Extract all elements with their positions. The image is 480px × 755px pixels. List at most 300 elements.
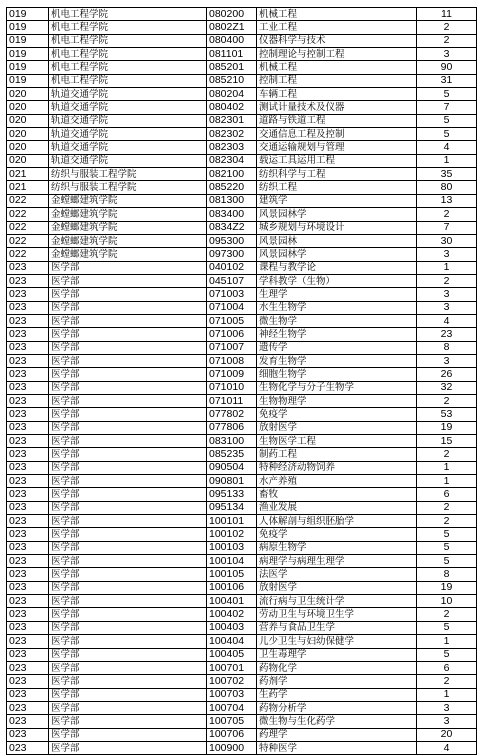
school-name-cell: 医学部	[49, 688, 207, 701]
school-name-cell: 机电工程学院	[49, 61, 207, 74]
major-name-cell: 课程与教学论	[257, 261, 417, 274]
table-row	[7, 728, 477, 741]
school-code-cell: 020	[7, 141, 49, 154]
major-name-cell: 药剂学	[257, 675, 417, 688]
major-code-cell: 080200	[207, 8, 257, 21]
school-name-cell: 机电工程学院	[49, 34, 207, 47]
school-name-cell: 医学部	[49, 701, 207, 714]
enrollment-count-cell: 32	[417, 381, 477, 394]
enrollment-count-cell: 5	[417, 114, 477, 127]
major-code-cell: 100402	[207, 608, 257, 621]
enrollment-count-cell: 35	[417, 168, 477, 181]
major-code-cell: 040102	[207, 261, 257, 274]
school-name-cell: 医学部	[49, 301, 207, 314]
enrollment-count-cell: 2	[417, 608, 477, 621]
school-name-cell: 医学部	[49, 461, 207, 474]
school-code-cell: 023	[7, 621, 49, 634]
enrollment-count-cell: 7	[417, 221, 477, 234]
enrollment-count-cell: 53	[417, 408, 477, 421]
table-row	[7, 101, 477, 114]
major-code-cell: 071010	[207, 381, 257, 394]
enrollment-count-cell: 11	[417, 8, 477, 21]
major-name-cell: 机械工程	[257, 8, 417, 21]
table-row	[7, 48, 477, 61]
major-name-cell: 风景园林学	[257, 248, 417, 261]
major-name-cell: 生物医学工程	[257, 435, 417, 448]
school-name-cell: 医学部	[49, 261, 207, 274]
major-name-cell: 交通运输规划与管理	[257, 141, 417, 154]
major-code-cell: 100405	[207, 648, 257, 661]
school-code-cell: 023	[7, 421, 49, 434]
table-row	[7, 21, 477, 34]
school-code-cell: 022	[7, 221, 49, 234]
table-row	[7, 595, 477, 608]
school-name-cell: 医学部	[49, 475, 207, 488]
table-row	[7, 221, 477, 234]
enrollment-count-cell: 13	[417, 194, 477, 207]
major-code-cell: 100900	[207, 741, 257, 754]
table-row	[7, 675, 477, 688]
enrollment-count-cell: 2	[417, 208, 477, 221]
school-name-cell: 医学部	[49, 488, 207, 501]
school-code-cell: 023	[7, 461, 49, 474]
school-name-cell: 医学部	[49, 421, 207, 434]
school-code-cell: 023	[7, 555, 49, 568]
enrollment-count-cell: 3	[417, 288, 477, 301]
school-name-cell: 金螳螂建筑学院	[49, 234, 207, 247]
enrollment-count-cell: 90	[417, 61, 477, 74]
school-code-cell: 023	[7, 328, 49, 341]
table-row	[7, 34, 477, 47]
enrollment-count-cell: 5	[417, 128, 477, 141]
enrollment-count-cell: 3	[417, 48, 477, 61]
school-name-cell: 医学部	[49, 528, 207, 541]
school-name-cell: 医学部	[49, 581, 207, 594]
major-name-cell: 纺织科学与工程	[257, 168, 417, 181]
major-code-cell: 080204	[207, 88, 257, 101]
school-name-cell: 金螳螂建筑学院	[49, 248, 207, 261]
table-row	[7, 194, 477, 207]
enrollment-count-cell: 20	[417, 728, 477, 741]
table-row	[7, 354, 477, 367]
table-row	[7, 635, 477, 648]
major-name-cell: 学科教学（生物）	[257, 274, 417, 287]
school-code-cell: 023	[7, 448, 49, 461]
school-name-cell: 金螳螂建筑学院	[49, 208, 207, 221]
admissions-table	[6, 7, 477, 755]
school-code-cell: 020	[7, 128, 49, 141]
table-row	[7, 274, 477, 287]
school-name-cell: 医学部	[49, 661, 207, 674]
major-name-cell: 城乡规划与环境设计	[257, 221, 417, 234]
school-code-cell: 022	[7, 194, 49, 207]
major-code-cell: 100702	[207, 675, 257, 688]
major-code-cell: 071005	[207, 314, 257, 327]
table-row	[7, 528, 477, 541]
school-name-cell: 医学部	[49, 394, 207, 407]
table-row	[7, 715, 477, 728]
school-code-cell: 023	[7, 715, 49, 728]
school-code-cell: 023	[7, 301, 49, 314]
major-name-cell: 交通信息工程及控制	[257, 128, 417, 141]
major-code-cell: 082100	[207, 168, 257, 181]
major-name-cell: 测试计量技术及仪器	[257, 101, 417, 114]
major-name-cell: 人体解剖与组织胚胎学	[257, 515, 417, 528]
table-row	[7, 741, 477, 754]
major-name-cell: 药理学	[257, 728, 417, 741]
enrollment-count-cell: 5	[417, 541, 477, 554]
major-code-cell: 100404	[207, 635, 257, 648]
school-name-cell: 机电工程学院	[49, 21, 207, 34]
school-code-cell: 023	[7, 635, 49, 648]
major-name-cell: 道路与铁道工程	[257, 114, 417, 127]
school-code-cell: 023	[7, 515, 49, 528]
school-name-cell: 金螳螂建筑学院	[49, 194, 207, 207]
major-code-cell: 080402	[207, 101, 257, 114]
enrollment-count-cell: 5	[417, 88, 477, 101]
table-row	[7, 661, 477, 674]
table-row	[7, 475, 477, 488]
school-name-cell: 医学部	[49, 288, 207, 301]
school-code-cell: 023	[7, 581, 49, 594]
school-code-cell: 021	[7, 168, 49, 181]
school-code-cell: 023	[7, 488, 49, 501]
enrollment-count-cell: 10	[417, 595, 477, 608]
major-name-cell: 神经生物学	[257, 328, 417, 341]
major-code-cell: 090801	[207, 475, 257, 488]
major-name-cell: 水产养殖	[257, 475, 417, 488]
school-name-cell: 医学部	[49, 368, 207, 381]
school-code-cell: 023	[7, 528, 49, 541]
school-name-cell: 机电工程学院	[49, 8, 207, 21]
major-name-cell: 生药学	[257, 688, 417, 701]
school-name-cell: 纺织与服装工程学院	[49, 168, 207, 181]
school-code-cell: 023	[7, 701, 49, 714]
table-row	[7, 301, 477, 314]
major-code-cell: 071003	[207, 288, 257, 301]
major-code-cell: 082303	[207, 141, 257, 154]
table-row	[7, 581, 477, 594]
school-name-cell: 医学部	[49, 715, 207, 728]
major-code-cell: 071011	[207, 394, 257, 407]
table-row	[7, 701, 477, 714]
table-row	[7, 408, 477, 421]
school-code-cell: 023	[7, 394, 49, 407]
enrollment-count-cell: 1	[417, 461, 477, 474]
enrollment-count-cell: 1	[417, 261, 477, 274]
major-name-cell: 水生生物学	[257, 301, 417, 314]
enrollment-count-cell: 1	[417, 688, 477, 701]
major-code-cell: 100101	[207, 515, 257, 528]
major-name-cell: 控制工程	[257, 74, 417, 87]
school-code-cell: 023	[7, 728, 49, 741]
school-code-cell: 023	[7, 595, 49, 608]
major-code-cell: 0834Z2	[207, 221, 257, 234]
school-name-cell: 医学部	[49, 448, 207, 461]
school-name-cell: 轨道交通学院	[49, 128, 207, 141]
school-name-cell: 轨道交通学院	[49, 154, 207, 167]
table-row	[7, 621, 477, 634]
major-name-cell: 病理学与病理生理学	[257, 555, 417, 568]
school-code-cell: 023	[7, 568, 49, 581]
school-code-cell: 019	[7, 61, 49, 74]
school-name-cell: 医学部	[49, 408, 207, 421]
table-row	[7, 128, 477, 141]
major-name-cell: 机械工程	[257, 61, 417, 74]
major-name-cell: 车辆工程	[257, 88, 417, 101]
table-row	[7, 515, 477, 528]
table-row	[7, 488, 477, 501]
table-row	[7, 435, 477, 448]
table-row	[7, 288, 477, 301]
school-code-cell: 023	[7, 274, 49, 287]
school-code-cell: 019	[7, 8, 49, 21]
enrollment-count-cell: 3	[417, 715, 477, 728]
table-row	[7, 74, 477, 87]
school-name-cell: 医学部	[49, 515, 207, 528]
major-code-cell: 100403	[207, 621, 257, 634]
table-row	[7, 461, 477, 474]
major-code-cell: 081101	[207, 48, 257, 61]
table-row	[7, 501, 477, 514]
school-code-cell: 023	[7, 688, 49, 701]
school-name-cell: 医学部	[49, 314, 207, 327]
school-name-cell: 轨道交通学院	[49, 88, 207, 101]
major-name-cell: 微生物学	[257, 314, 417, 327]
major-name-cell: 流行病与卫生统计学	[257, 595, 417, 608]
major-name-cell: 纺织工程	[257, 181, 417, 194]
enrollment-count-cell: 8	[417, 341, 477, 354]
enrollment-count-cell: 2	[417, 274, 477, 287]
major-name-cell: 生理学	[257, 288, 417, 301]
school-code-cell: 019	[7, 34, 49, 47]
enrollment-count-cell: 2	[417, 34, 477, 47]
enrollment-count-cell: 3	[417, 701, 477, 714]
enrollment-count-cell: 6	[417, 488, 477, 501]
major-code-cell: 100703	[207, 688, 257, 701]
table-row	[7, 88, 477, 101]
major-code-cell: 080400	[207, 34, 257, 47]
table-row	[7, 248, 477, 261]
enrollment-count-cell: 2	[417, 675, 477, 688]
enrollment-count-cell: 4	[417, 141, 477, 154]
major-code-cell: 085235	[207, 448, 257, 461]
major-code-cell: 0802Z1	[207, 21, 257, 34]
enrollment-count-cell: 15	[417, 435, 477, 448]
school-code-cell: 023	[7, 661, 49, 674]
enrollment-count-cell: 2	[417, 448, 477, 461]
school-code-cell: 021	[7, 181, 49, 194]
major-name-cell: 药物化学	[257, 661, 417, 674]
major-code-cell: 082304	[207, 154, 257, 167]
major-code-cell: 085210	[207, 74, 257, 87]
enrollment-count-cell: 1	[417, 475, 477, 488]
school-name-cell: 医学部	[49, 595, 207, 608]
school-name-cell: 纺织与服装工程学院	[49, 181, 207, 194]
school-name-cell: 医学部	[49, 648, 207, 661]
table-body	[7, 8, 477, 755]
school-name-cell: 医学部	[49, 274, 207, 287]
major-name-cell: 放射医学	[257, 421, 417, 434]
school-code-cell: 019	[7, 74, 49, 87]
major-code-cell: 071009	[207, 368, 257, 381]
table-row	[7, 555, 477, 568]
major-name-cell: 药物分析学	[257, 701, 417, 714]
table-row	[7, 541, 477, 554]
school-name-cell: 轨道交通学院	[49, 114, 207, 127]
major-name-cell: 工业工程	[257, 21, 417, 34]
school-name-cell: 轨道交通学院	[49, 101, 207, 114]
major-name-cell: 病原生物学	[257, 541, 417, 554]
school-code-cell: 023	[7, 261, 49, 274]
school-name-cell: 医学部	[49, 555, 207, 568]
school-code-cell: 023	[7, 408, 49, 421]
school-code-cell: 023	[7, 608, 49, 621]
enrollment-count-cell: 4	[417, 314, 477, 327]
school-code-cell: 020	[7, 101, 49, 114]
school-code-cell: 023	[7, 541, 49, 554]
enrollment-count-cell: 8	[417, 568, 477, 581]
table-row	[7, 8, 477, 21]
major-code-cell: 082301	[207, 114, 257, 127]
major-name-cell: 劳动卫生与环境卫生学	[257, 608, 417, 621]
enrollment-count-cell: 3	[417, 354, 477, 367]
major-name-cell: 控制理论与控制工程	[257, 48, 417, 61]
major-code-cell: 095134	[207, 501, 257, 514]
school-code-cell: 023	[7, 741, 49, 754]
school-name-cell: 医学部	[49, 328, 207, 341]
major-code-cell: 100701	[207, 661, 257, 674]
table-row	[7, 208, 477, 221]
enrollment-count-cell: 7	[417, 101, 477, 114]
major-code-cell: 100704	[207, 701, 257, 714]
major-code-cell: 077806	[207, 421, 257, 434]
table-row	[7, 168, 477, 181]
major-name-cell: 营养与食品卫生学	[257, 621, 417, 634]
enrollment-count-cell: 23	[417, 328, 477, 341]
enrollment-count-cell: 31	[417, 74, 477, 87]
school-name-cell: 机电工程学院	[49, 74, 207, 87]
school-name-cell: 医学部	[49, 635, 207, 648]
major-code-cell: 095133	[207, 488, 257, 501]
school-name-cell: 医学部	[49, 621, 207, 634]
major-code-cell: 085220	[207, 181, 257, 194]
major-code-cell: 090504	[207, 461, 257, 474]
table-row	[7, 114, 477, 127]
table-row	[7, 141, 477, 154]
enrollment-count-cell: 80	[417, 181, 477, 194]
school-code-cell: 020	[7, 114, 49, 127]
enrollment-count-cell: 30	[417, 234, 477, 247]
major-code-cell: 095300	[207, 234, 257, 247]
enrollment-count-cell: 1	[417, 154, 477, 167]
table-row	[7, 261, 477, 274]
enrollment-count-cell: 5	[417, 555, 477, 568]
major-name-cell: 载运工具运用工程	[257, 154, 417, 167]
major-name-cell: 免疫学	[257, 408, 417, 421]
table-row	[7, 154, 477, 167]
table-row	[7, 688, 477, 701]
major-name-cell: 发育生物学	[257, 354, 417, 367]
enrollment-count-cell: 2	[417, 515, 477, 528]
table-row	[7, 368, 477, 381]
major-name-cell: 生物化学与分子生物学	[257, 381, 417, 394]
table-row	[7, 381, 477, 394]
enrollment-count-cell: 3	[417, 248, 477, 261]
school-name-cell: 轨道交通学院	[49, 141, 207, 154]
school-code-cell: 023	[7, 648, 49, 661]
major-name-cell: 渔业发展	[257, 501, 417, 514]
major-code-cell: 097300	[207, 248, 257, 261]
enrollment-count-cell: 19	[417, 581, 477, 594]
enrollment-count-cell: 2	[417, 394, 477, 407]
major-code-cell: 100401	[207, 595, 257, 608]
table-row	[7, 421, 477, 434]
enrollment-count-cell: 26	[417, 368, 477, 381]
table-row	[7, 568, 477, 581]
major-name-cell: 遗传学	[257, 341, 417, 354]
school-code-cell: 023	[7, 368, 49, 381]
school-code-cell: 022	[7, 234, 49, 247]
school-code-cell: 023	[7, 381, 49, 394]
major-name-cell: 畜牧	[257, 488, 417, 501]
school-code-cell: 023	[7, 501, 49, 514]
enrollment-count-cell: 6	[417, 661, 477, 674]
major-name-cell: 儿少卫生与妇幼保健学	[257, 635, 417, 648]
table-row	[7, 448, 477, 461]
school-code-cell: 019	[7, 48, 49, 61]
major-code-cell: 077802	[207, 408, 257, 421]
school-name-cell: 医学部	[49, 541, 207, 554]
major-code-cell: 082302	[207, 128, 257, 141]
table-row	[7, 328, 477, 341]
enrollment-count-cell: 4	[417, 741, 477, 754]
major-name-cell: 法医学	[257, 568, 417, 581]
school-name-cell: 医学部	[49, 381, 207, 394]
major-code-cell: 071008	[207, 354, 257, 367]
major-name-cell: 微生物与生化药学	[257, 715, 417, 728]
major-code-cell: 100102	[207, 528, 257, 541]
table-row	[7, 314, 477, 327]
school-code-cell: 023	[7, 314, 49, 327]
school-name-cell: 医学部	[49, 568, 207, 581]
school-code-cell: 023	[7, 475, 49, 488]
enrollment-count-cell: 19	[417, 421, 477, 434]
school-code-cell: 023	[7, 435, 49, 448]
school-name-cell: 金螳螂建筑学院	[49, 221, 207, 234]
major-name-cell: 制药工程	[257, 448, 417, 461]
school-name-cell: 医学部	[49, 354, 207, 367]
major-code-cell: 083400	[207, 208, 257, 221]
major-code-cell: 071004	[207, 301, 257, 314]
major-code-cell: 071006	[207, 328, 257, 341]
enrollment-count-cell: 5	[417, 528, 477, 541]
major-code-cell: 085201	[207, 61, 257, 74]
school-code-cell: 023	[7, 354, 49, 367]
school-name-cell: 医学部	[49, 435, 207, 448]
school-name-cell: 医学部	[49, 341, 207, 354]
major-name-cell: 特种经济动物饲养	[257, 461, 417, 474]
school-code-cell: 019	[7, 21, 49, 34]
major-name-cell: 风景园林	[257, 234, 417, 247]
school-name-cell: 医学部	[49, 501, 207, 514]
major-code-cell: 071007	[207, 341, 257, 354]
major-code-cell: 083100	[207, 435, 257, 448]
major-name-cell: 建筑学	[257, 194, 417, 207]
admissions-table-sheet	[6, 7, 476, 755]
school-name-cell: 医学部	[49, 741, 207, 754]
enrollment-count-cell: 5	[417, 648, 477, 661]
